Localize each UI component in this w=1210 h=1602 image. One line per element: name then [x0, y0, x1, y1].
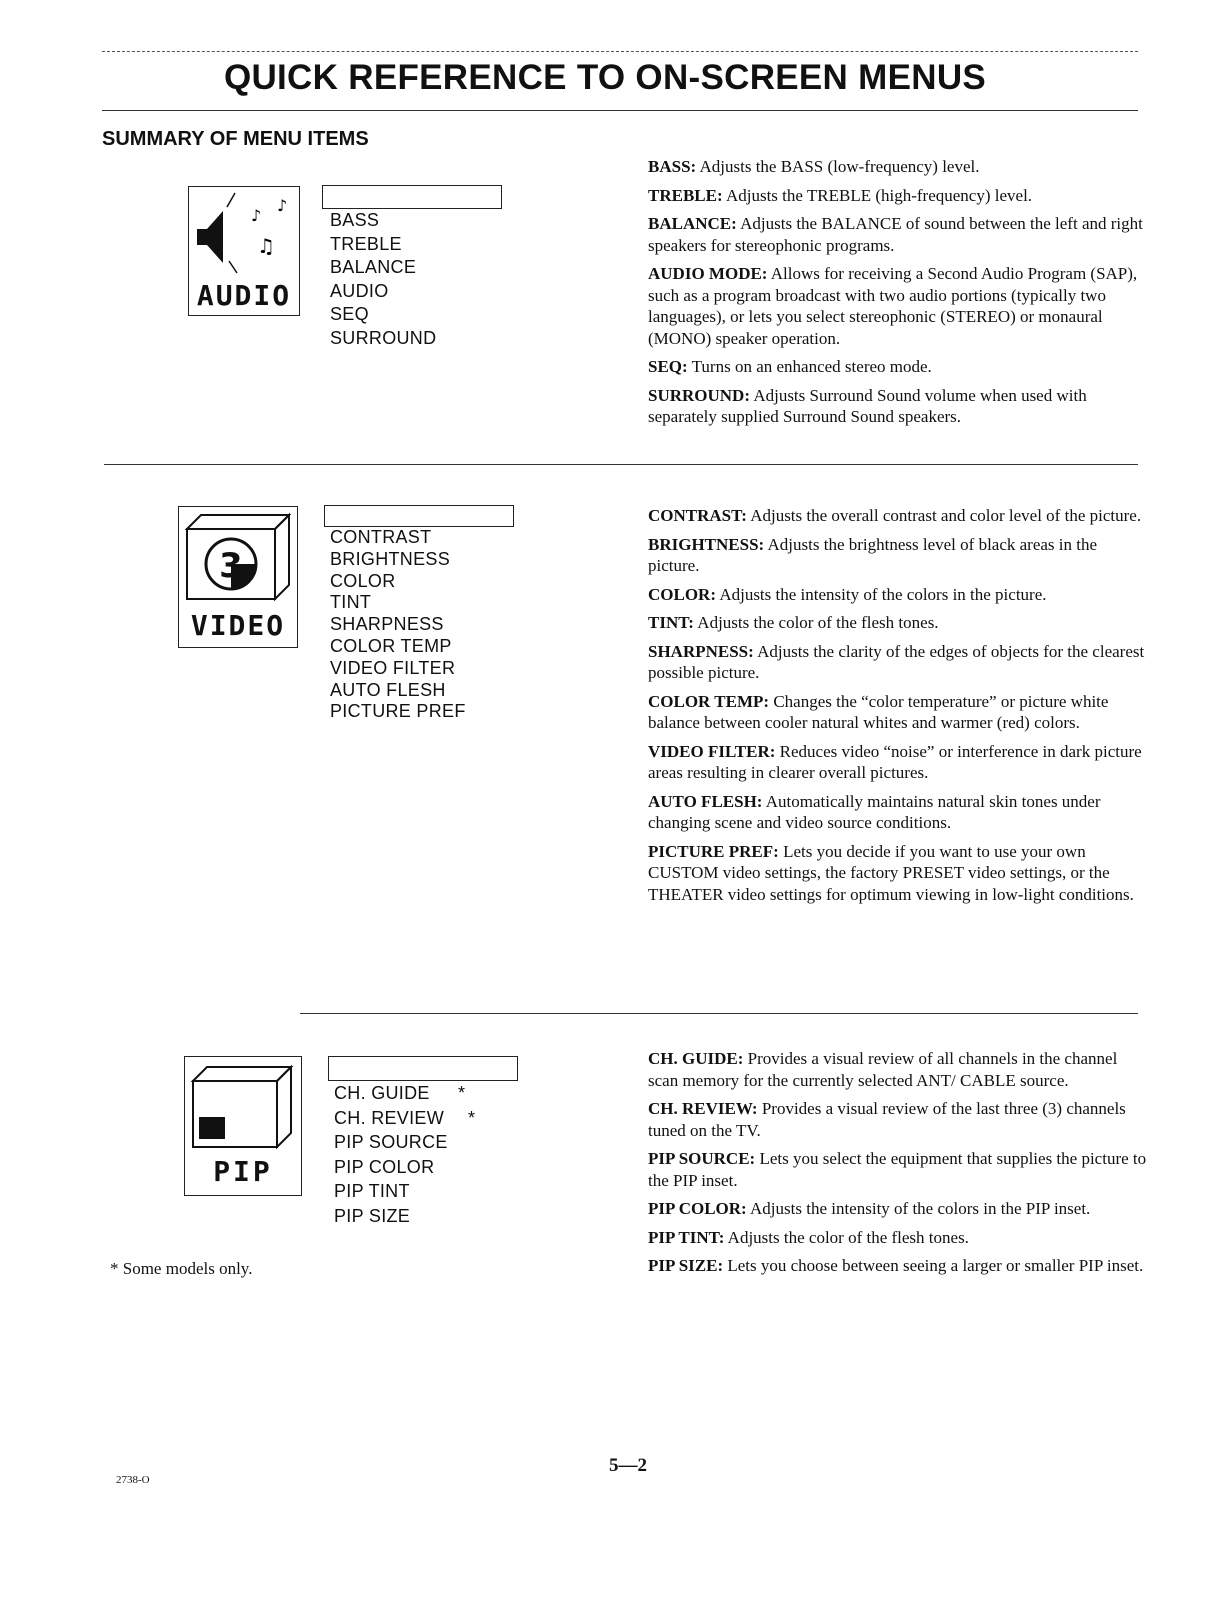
- desc-item: COLOR: Adjusts the intensity of the colors in the picture.: [648, 584, 1047, 604]
- pip-menu-item[interactable]: PIP TINT: [334, 1181, 410, 1201]
- pip-menu-list: [334, 1056, 524, 1228]
- audio-menu-item[interactable]: TREBLE: [330, 233, 402, 254]
- video-menu-item[interactable]: CONTRAST: [330, 527, 432, 547]
- desc-item: PIP COLOR: Adjusts the intensity of the colors in the PIP inset.: [648, 1199, 1091, 1218]
- page-title: QUICK REFERENCE TO ON-SCREEN MENUS: [223, 58, 987, 97]
- top-rule: [102, 51, 1138, 52]
- desc-item: TINT: Adjusts the color of the flesh tones.: [648, 613, 939, 632]
- tv-icon: [179, 507, 297, 607]
- page-number: 5—2: [609, 1455, 647, 1476]
- desc-item: BALANCE: Adjusts the BALANCE of sound between the left and right speakers for stereophonic programs.: [648, 214, 1143, 255]
- video-menu-item[interactable]: SHARPNESS: [330, 614, 444, 635]
- section-divider: [300, 1013, 1138, 1014]
- asterisk-mark: *: [468, 1107, 476, 1128]
- audio-menu-item[interactable]: BASS: [330, 210, 380, 230]
- desc-item: PIP SOURCE: Lets you select the equipment that supplies the picture to the PIP inset.: [648, 1149, 1147, 1190]
- video-descriptions: [648, 505, 1148, 912]
- desc-item: BRIGHTNESS: Adjusts the brightness level of black areas in the picture.: [648, 534, 1098, 575]
- pip-tv-icon: [185, 1057, 301, 1153]
- desc-item: AUDIO MODE: Allows for receiving a Second Audio Program (SAP), such as a program broadcast with two audio portions (typically two languages), or lets you select stereophonic (STEREO) or monaural (MONO) speaker operation.: [648, 264, 1138, 348]
- video-menu-item[interactable]: BRIGHTNESS: [330, 548, 451, 569]
- desc-item: CH. GUIDE: Provides a visual review of all channels in the channel scan memory for the currently selected ANT/ CABLE source.: [648, 1049, 1118, 1090]
- desc-item: BASS: Adjusts the BASS (low-frequency) level.: [648, 157, 980, 176]
- title-underline: [102, 110, 1138, 111]
- audio-descriptions: [648, 156, 1148, 435]
- pip-descriptions: [648, 1048, 1148, 1284]
- asterisk-mark: *: [458, 1083, 466, 1103]
- pip-menu-item[interactable]: CH. REVIEW *: [334, 1106, 524, 1131]
- desc-item: CH. REVIEW: Provides a visual review of the last three (3) channels tuned on the TV.: [648, 1099, 1126, 1140]
- desc-item: PIP TINT: Adjusts the color of the flesh tones.: [648, 1227, 969, 1247]
- desc-item: VIDEO FILTER: Reduces video “noise” or interference in dark picture areas resulting in clearer overall pictures.: [648, 741, 1142, 782]
- desc-item: CONTRAST: Adjusts the overall contrast and color level of the picture.: [648, 506, 1142, 525]
- desc-item: SURROUND: Adjusts Surround Sound volume when used with separately supplied Surround Sound speakers.: [648, 385, 1087, 426]
- svg-text:♫: ♫: [257, 234, 275, 258]
- audio-menu-icon: [188, 186, 300, 316]
- audio-menu-item[interactable]: AUDIO: [330, 280, 389, 301]
- pip-menu-item[interactable]: PIP SOURCE: [334, 1132, 448, 1152]
- menu-selection-box: [328, 1056, 518, 1081]
- audio-menu-item[interactable]: BALANCE: [330, 257, 417, 277]
- pip-icon-label: PIP: [213, 1155, 273, 1188]
- video-icon-label: VIDEO: [190, 609, 286, 642]
- desc-item: SHARPNESS: Adjusts the clarity of the edges of objects for the clearest possible picture.: [648, 641, 1145, 682]
- audio-menu-list: [330, 185, 510, 350]
- desc-item: PICTURE PREF: Lets you decide if you want to use your own CUSTOM video settings, the factory PRESET video settings, or the THEATER video settings for optimum viewing in low-light conditions.: [648, 841, 1134, 904]
- desc-item: SEQ: Turns on an enhanced stereo mode.: [648, 357, 932, 376]
- section-divider: [104, 464, 1138, 465]
- pip-menu-item[interactable]: CH. GUIDE *: [334, 1081, 524, 1106]
- video-menu-item[interactable]: AUTO FLESH: [330, 679, 446, 700]
- audio-menu-item[interactable]: SURROUND: [330, 327, 437, 348]
- video-menu-item[interactable]: TINT: [330, 592, 372, 613]
- audio-menu-item[interactable]: SEQ: [330, 304, 369, 324]
- footnote: * Some models only.: [110, 1259, 253, 1278]
- desc-item: TREBLE: Adjusts the TREBLE (high-frequency) level.: [648, 185, 1033, 205]
- svg-text:3: 3: [219, 546, 243, 586]
- svg-text:♪: ♪: [251, 206, 262, 225]
- svg-text:♪: ♪: [277, 196, 288, 215]
- desc-item: COLOR TEMP: Changes the “color temperature” or picture white balance between cooler natural whites and warmer (red) colors.: [648, 691, 1109, 732]
- video-menu-icon: [178, 506, 298, 648]
- video-menu-item[interactable]: COLOR: [330, 570, 396, 591]
- video-menu-list: [330, 505, 520, 723]
- video-menu-item[interactable]: PICTURE PREF: [330, 701, 466, 722]
- desc-item: AUTO FLESH: Automatically maintains natural skin tones under changing scene and video source conditions.: [648, 791, 1101, 832]
- section-subtitle: SUMMARY OF MENU ITEMS: [102, 128, 369, 150]
- document-code: 2738-O: [116, 1474, 150, 1486]
- menu-selection-box: [324, 505, 514, 527]
- video-menu-item[interactable]: COLOR TEMP: [330, 635, 452, 656]
- pip-menu-icon: [184, 1056, 302, 1196]
- pip-menu-item[interactable]: PIP SIZE: [334, 1205, 411, 1226]
- audio-icon-label: AUDIO: [196, 279, 292, 312]
- speaker-icon: [189, 187, 299, 277]
- menu-selection-box: [322, 185, 502, 209]
- video-menu-item[interactable]: VIDEO FILTER: [330, 657, 456, 678]
- desc-item: PIP SIZE: Lets you choose between seeing a larger or smaller PIP inset.: [648, 1256, 1144, 1275]
- pip-menu-item[interactable]: PIP COLOR: [334, 1156, 435, 1177]
